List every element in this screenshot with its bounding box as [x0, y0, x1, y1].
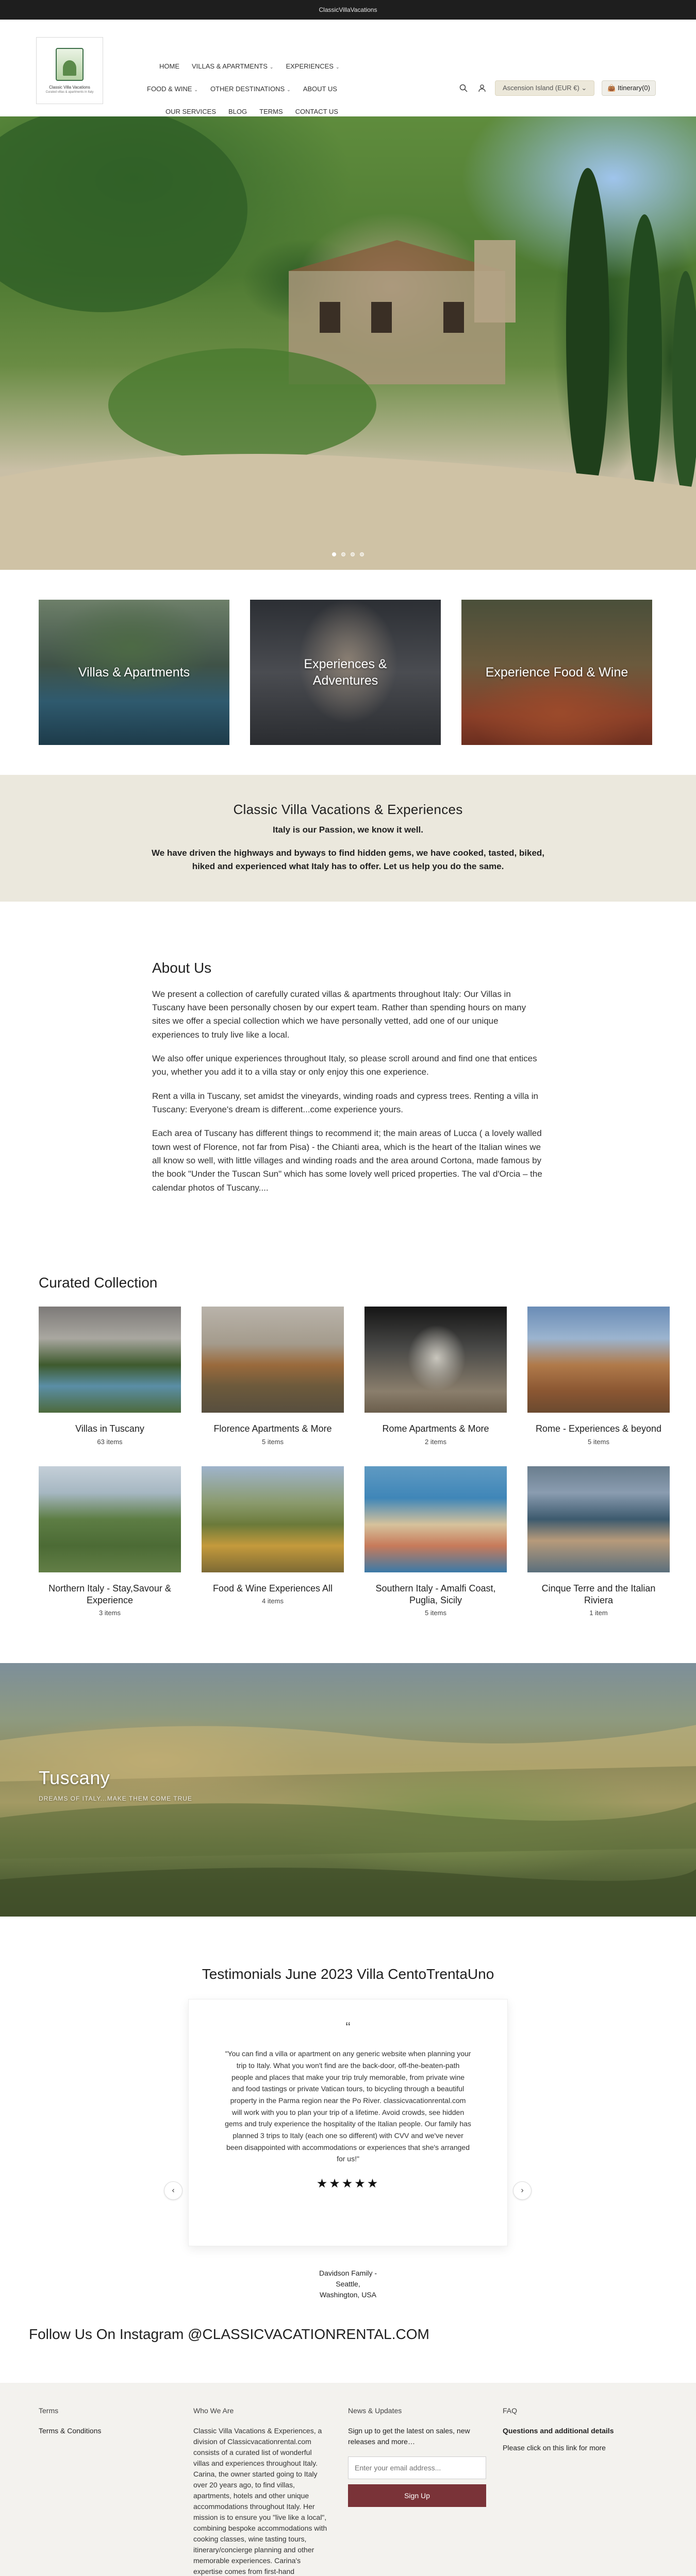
- account-icon[interactable]: [476, 82, 488, 94]
- footer-who-we-are: [193, 2405, 348, 2576]
- faq-link[interactable]: Please click on this link for more: [503, 2444, 606, 2452]
- nav-home[interactable]: HOME: [159, 62, 179, 70]
- collection-item-count: 3 items: [99, 1609, 121, 1617]
- collection-item-title: Rome Apartments & More: [382, 1423, 489, 1434]
- nav-food-wine[interactable]: FOOD & WINE ⌄: [147, 84, 198, 93]
- collection-item-count: 5 items: [262, 1437, 284, 1446]
- footer-heading: FAQ: [503, 2406, 518, 2415]
- nav-villas-apartments[interactable]: VILLAS & APARTMENTS ⌄: [192, 62, 274, 70]
- collection-item-title: Rome - Experiences & beyond: [535, 1423, 662, 1434]
- logo-tagline: Curated villas & apartments in Italy: [45, 90, 94, 94]
- collection-item-title: Southern Italy - Amalfi Coast, Puglia, Sicily: [375, 1583, 496, 1605]
- category-card-food-wine[interactable]: [461, 600, 652, 745]
- collection-item[interactable]: [202, 1307, 344, 1445]
- rating-stars: ★★★★★: [316, 2177, 380, 2191]
- bag-icon: 👜: [607, 84, 616, 92]
- logo-name: Classic Villa Vacations: [49, 84, 90, 90]
- intro-tagline: Italy is our Passion, we know it well.: [273, 825, 423, 835]
- collection-item[interactable]: [364, 1307, 507, 1445]
- intro-banner: [0, 775, 696, 902]
- hero-slideshow[interactable]: [0, 116, 696, 570]
- site-header: [0, 20, 696, 116]
- collection-item-title: Villas in Tuscany: [75, 1423, 144, 1434]
- chevron-down-icon: ⌄: [194, 87, 198, 92]
- who-we-are-text: Classic Villa Vacations & Experiences, a division of Classicvacationrental.com consists of a curated list of wonderful villas and experiences throughout Italy. Carina, the owner started going to Italy over 20 years ago, to find villas, apartments, hotels and other unique accommodations throughout Italy. Her mission is to ensure you "live like a local", combining bespoke accommodations with cooking classes, wine tasting tours, itinerary/concierge planning and other memorable experiences. Carina's expertise comes from first-hand: [193, 2427, 327, 2576]
- signup-button[interactable]: Sign Up: [348, 2484, 486, 2507]
- tuscany-banner: [0, 1663, 696, 1917]
- tuscany-subtitle: DREAMS OF ITALY...MAKE THEM COME TRUE: [39, 1795, 192, 1803]
- instagram-text[interactable]: Follow Us On Instagram @CLASSICVACATIONRENTAL.COM: [29, 2326, 429, 2343]
- collection-image: [527, 1466, 670, 1572]
- collection-image: [527, 1307, 670, 1413]
- about-paragraph: We also offer unique experiences throughout Italy, so please scroll around and find one that entices you, whether you add it to a villa stay or only enjoy this one experience.: [152, 1054, 537, 1077]
- chevron-down-icon: ⌄: [335, 64, 340, 70]
- itinerary-button[interactable]: 👜 Itinerary(0): [602, 80, 656, 96]
- header-tools: [458, 80, 656, 96]
- announcement-bar: [0, 0, 696, 20]
- footer-newsletter: [348, 2405, 503, 2576]
- footer-faq: [503, 2405, 657, 2576]
- nav-terms[interactable]: TERMS: [259, 107, 283, 115]
- testimonials-section: [0, 1917, 696, 2300]
- collection-item[interactable]: [364, 1466, 507, 1617]
- newsletter-text: Sign up to get the latest on sales, new releases and more…: [348, 2427, 470, 2446]
- tuscany-title: Tuscany: [39, 1767, 110, 1789]
- nav-blog[interactable]: BLOG: [228, 107, 247, 115]
- collection-image: [364, 1307, 507, 1413]
- testimonial-card: [188, 1999, 508, 2246]
- collection-item-count: 1 item: [589, 1609, 608, 1617]
- nav-experiences[interactable]: EXPERIENCES ⌄: [286, 62, 340, 70]
- site-logo[interactable]: [36, 37, 103, 104]
- collection-item[interactable]: [527, 1466, 670, 1617]
- chevron-down-icon: ⌄: [269, 64, 274, 70]
- terms-link[interactable]: Terms & Conditions: [39, 2427, 102, 2435]
- collection-image: [202, 1307, 344, 1413]
- intro-body: We have driven the highways and byways to find hidden gems, we have cooked, tasted, biked, hiked and experienced what Italy has to offer. Let us help you do the same.: [151, 848, 545, 872]
- chevron-down-icon: ⌄: [287, 87, 291, 92]
- slide-dot[interactable]: [341, 552, 345, 556]
- about-paragraph: We present a collection of carefully curated villas & apartments throughout Italy: Our Villas in Tuscany have been personally chosen by our expert team. Rather than spending hours on many sites we offer a special collection which we have personally vetted, add one of our unique experiences to truly live like a local.: [152, 989, 526, 1040]
- collection-image: [39, 1466, 181, 1572]
- testimonial-text: "You can find a villa or apartment on any generic website when planning your trip to Italy. What you won't find are the back-door, off-the-beaten-path people and places that make your trip truly memorable, from private wine and food tastings or private Vatican tours, to bicycling through a beautiful property in the Parma region near the Po River. classicvacationrental.com will work with you to plan your trip of a lifetime. Avoid crowds, see hidden gems and truly experience the hospitality of the Italian people. Our family has planned 3 trips to Italy (each one so different) with CVV and we've never been disappointed with accommodations or experiences that she's arranged for us!": [225, 2049, 471, 2163]
- category-label: Villas & Apartments: [78, 665, 190, 680]
- slide-dot[interactable]: [332, 552, 336, 556]
- collection-item-title: Northern Italy - Stay,Savour & Experience: [48, 1583, 171, 1605]
- footer-heading: News & Updates: [348, 2406, 402, 2415]
- nav-other-destinations[interactable]: OTHER DESTINATIONS ⌄: [210, 84, 291, 93]
- search-icon[interactable]: [458, 82, 469, 94]
- category-label: Experience Food & Wine: [485, 665, 628, 680]
- collection-item[interactable]: [39, 1466, 181, 1617]
- quote-icon: “: [345, 2019, 351, 2036]
- category-card-experiences[interactable]: [250, 600, 441, 745]
- about-title: About Us: [152, 959, 212, 976]
- currency-selector[interactable]: Ascension Island (EUR €) ⌄: [495, 80, 594, 96]
- footer-heading: Terms: [39, 2406, 59, 2415]
- collection-item[interactable]: [202, 1466, 344, 1617]
- site-footer: [0, 2383, 696, 2576]
- slide-dot[interactable]: [360, 552, 364, 556]
- collection-item-title: Food & Wine Experiences All: [212, 1583, 333, 1594]
- collection-image: [39, 1307, 181, 1413]
- testimonial-prev-button[interactable]: ‹: [164, 2181, 183, 2200]
- announcement-text: ClassicVillaVacations: [319, 6, 377, 13]
- faq-title: Questions and additional details: [503, 2427, 614, 2435]
- testimonial-next-button[interactable]: ›: [513, 2181, 532, 2200]
- collection-item-count: 5 items: [425, 1609, 446, 1617]
- nav-our-services[interactable]: OUR SERVICES: [165, 107, 217, 115]
- intro-title: Classic Villa Vacations & Experiences: [233, 802, 463, 817]
- collection-item[interactable]: [527, 1307, 670, 1445]
- testimonials-title: Testimonials June 2023 Villa CentoTrentaUno: [202, 1966, 494, 1982]
- collection-image: [364, 1466, 507, 1572]
- logo-mark-icon: [56, 48, 84, 81]
- collection-item-count: 63 items: [97, 1437, 123, 1446]
- collection-item-count: 2 items: [425, 1437, 446, 1446]
- collection-item-title: Florence Apartments & More: [213, 1423, 332, 1434]
- collection-item[interactable]: [39, 1307, 181, 1445]
- slide-dot[interactable]: [351, 552, 355, 556]
- main-navigation: [147, 55, 415, 123]
- curated-collection: [0, 1205, 696, 1617]
- tuscany-image: [0, 1663, 696, 1917]
- newsletter-email-input[interactable]: [348, 2456, 486, 2479]
- testimonial-author: Davidson Family - Seattle, Washington, USA: [319, 2269, 377, 2299]
- slide-dots: [0, 552, 696, 556]
- collection-item-count: 4 items: [262, 1597, 284, 1605]
- about-paragraph: Rent a villa in Tuscany, set amidst the vineyards, winding roads and cypress trees. Renting a villa in Tuscany: Everyone's dream is different...come experience yours.: [152, 1091, 538, 1115]
- category-cards: [0, 570, 696, 775]
- collection-image: [202, 1466, 344, 1572]
- nav-about-us[interactable]: ABOUT US: [303, 84, 337, 93]
- collection-item-title: Cinque Terre and the Italian Riviera: [541, 1583, 656, 1605]
- nav-contact-us[interactable]: CONTACT US: [295, 107, 338, 115]
- footer-terms: [39, 2405, 193, 2576]
- footer-heading: Who We Are: [193, 2406, 234, 2415]
- instagram-heading: [0, 2300, 696, 2383]
- collection-title: Curated Collection: [39, 1275, 158, 1291]
- category-card-villas[interactable]: [39, 600, 229, 745]
- category-label: Experiences & Adventures: [304, 656, 387, 688]
- collection-item-count: 5 items: [588, 1437, 609, 1446]
- about-section: [152, 902, 544, 1195]
- about-paragraph: Each area of Tuscany has different things to recommend it; the main areas of Lucca ( a lovely walled town west of Florence, not far from Pisa) - the Chianti area, which is the heart of the Italian wines we all know so well, with little villages and winding roads and the area around Cortona, made famous by the book "Under the Tuscan Sun" which has some lovely well priced properties. The val d'Orcia – the calendar photos of Tuscany....: [152, 1128, 542, 1193]
- hero-image: [0, 116, 696, 570]
